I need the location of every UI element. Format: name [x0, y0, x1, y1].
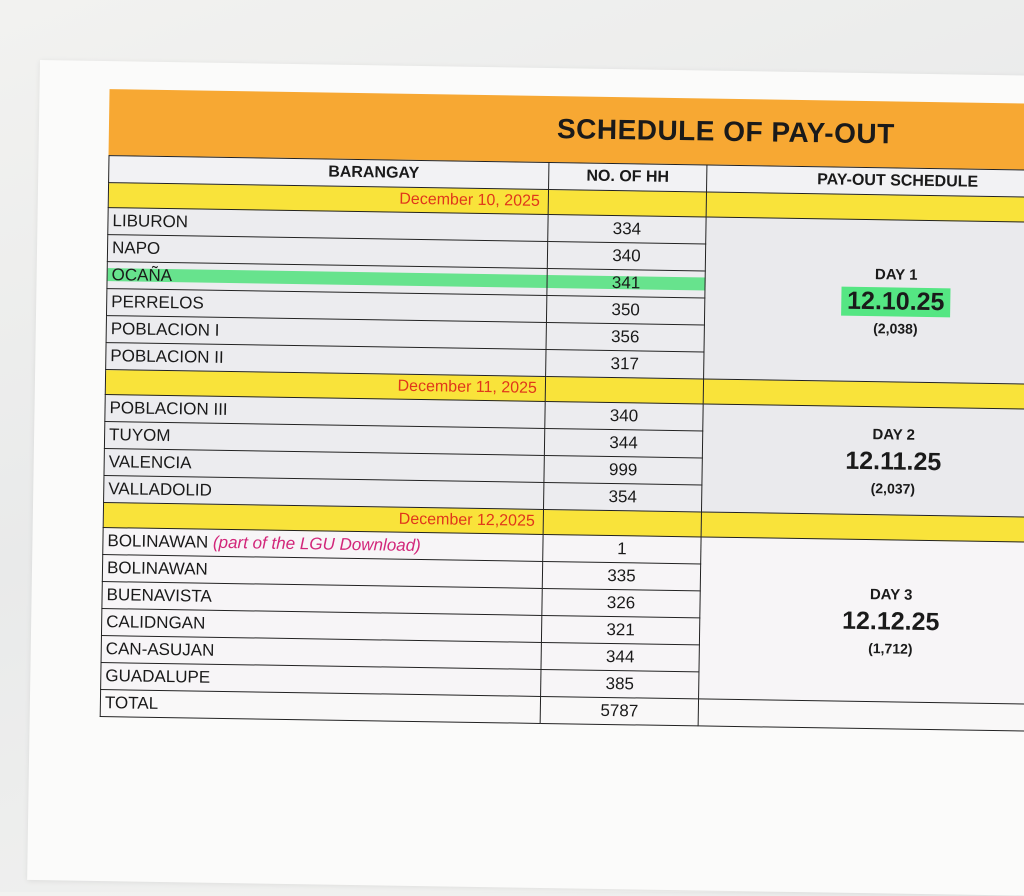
hh-count: 335 [542, 561, 700, 590]
header-barangay: BARANGAY [109, 156, 549, 190]
barangay-name: NAPO [107, 235, 547, 269]
hh-count: 356 [546, 322, 704, 351]
barangay-note: (part of the LGU Download) [212, 532, 421, 556]
hh-count: 344 [541, 642, 699, 671]
barangay-name: POBLACION III [105, 395, 545, 429]
barangay-name: POBLACION I [106, 316, 546, 350]
barangay-name: PERRELOS [106, 289, 546, 323]
hh-count: 385 [541, 669, 699, 698]
day-label: DAY 1 [874, 265, 918, 284]
schedule-document [100, 89, 1024, 732]
date-label: December 12,2025 [103, 503, 543, 535]
barangay-name: GUADALUPE [101, 663, 541, 697]
date-row-blank [545, 376, 703, 403]
hh-count: 354 [544, 482, 702, 511]
schedule-date: 12.10.25 [841, 286, 951, 317]
hh-count: 317 [546, 349, 704, 378]
schedule-count: (2,037) [870, 479, 916, 497]
header-schedule: PAY-OUT SCHEDULE [707, 165, 1024, 198]
date-label: December 11, 2025 [105, 370, 545, 402]
hh-count: 999 [544, 455, 702, 484]
total-label: TOTAL [100, 690, 540, 724]
hh-count: 334 [548, 215, 706, 244]
group-day-2 [104, 370, 1024, 518]
total-blank [698, 699, 1024, 732]
hh-count: 321 [541, 615, 699, 644]
schedule-cell [699, 537, 1024, 705]
schedule-cell [704, 217, 1024, 385]
schedule-count: (1,712) [868, 639, 913, 657]
header-hh: NO. OF HH [549, 163, 707, 192]
barangay-name: LIBURON [108, 208, 548, 242]
barangay-name: CALIDNGAN [101, 609, 541, 643]
day-label: DAY 3 [869, 585, 913, 604]
paper-sheet [27, 60, 1024, 896]
barangay-name: VALENCIA [104, 449, 544, 483]
payout-table [100, 155, 1024, 732]
day-label: DAY 2 [872, 425, 916, 444]
schedule-date: 12.11.25 [845, 446, 942, 476]
hh-count: 344 [544, 428, 702, 457]
hh-count: 350 [546, 295, 704, 324]
schedule-count: (2,038) [873, 319, 918, 337]
date-row-blank [548, 190, 706, 217]
hh-count: 340 [545, 401, 703, 430]
hh-count: 340 [547, 241, 705, 270]
barangay-name: BOLINAWAN [107, 531, 209, 552]
group-day-1 [106, 183, 1024, 385]
schedule-cell [701, 404, 1024, 518]
page-title: SCHEDULE OF PAY-OUT [556, 113, 895, 150]
schedule-date: 12.12.25 [841, 606, 940, 636]
barangay-name: CAN-ASUJAN [101, 636, 541, 670]
barangay-name: VALLADOLID [104, 476, 544, 510]
barangay-name: OCAÑA [107, 262, 547, 296]
barangay-name: POBLACION II [106, 343, 546, 377]
hh-count: 326 [542, 588, 700, 617]
date-row-blank [543, 509, 701, 536]
hh-count: 1 [543, 534, 701, 563]
barangay-name: TUYOM [104, 422, 544, 456]
date-label: December 10, 2025 [108, 183, 548, 215]
barangay-name: BOLINAWAN [102, 555, 542, 589]
total-hh: 5787 [540, 696, 698, 725]
group-day-3 [100, 503, 1024, 732]
hh-count: 341 [547, 268, 705, 297]
barangay-name: BUENAVISTA [102, 582, 542, 616]
